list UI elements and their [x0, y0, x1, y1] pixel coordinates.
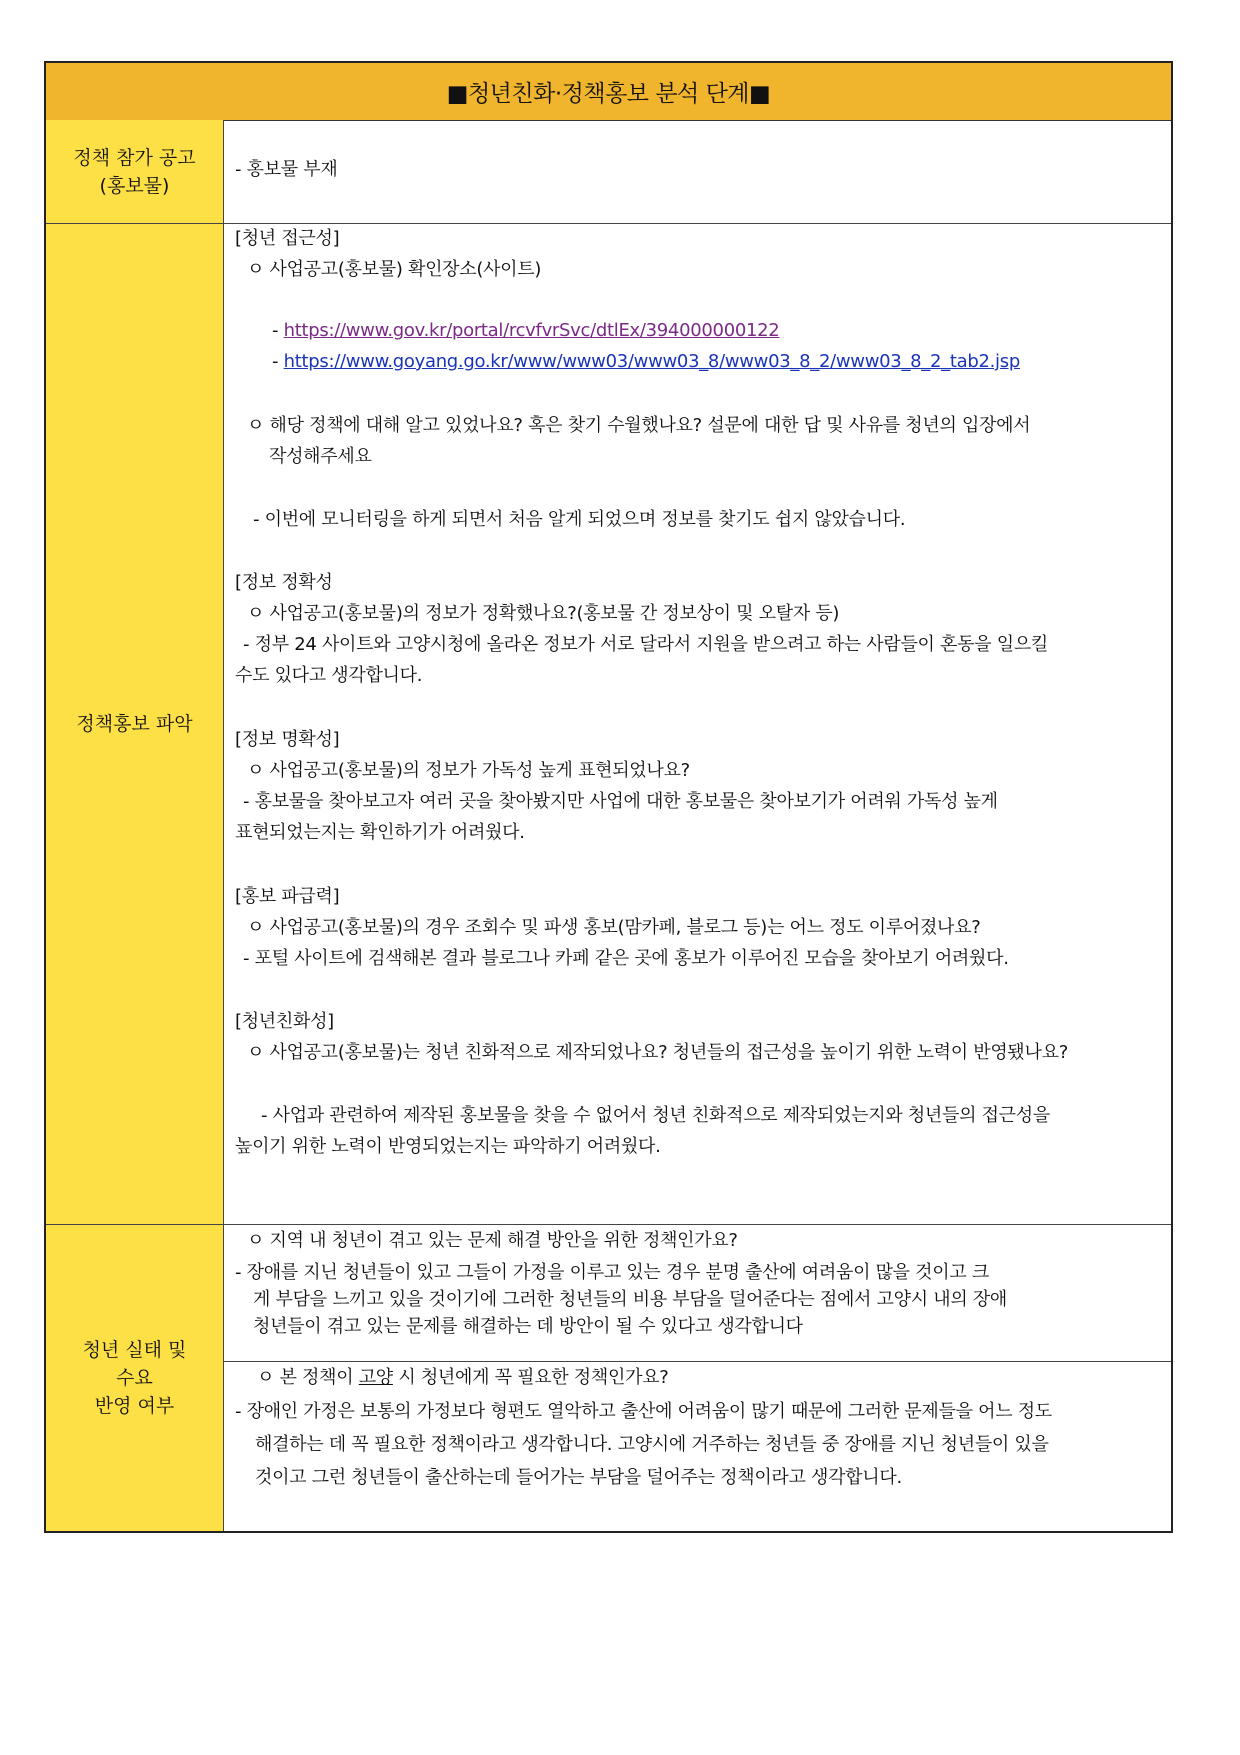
label-youth-demand [46, 1225, 224, 1531]
row-policy-notice [46, 120, 1171, 224]
answer-need: - 장애인 가정은 보통의 가정보다 형편도 열악하고 출산에 어려움이 많기 때문에 그러한 문제들을 어느 정도 [235, 1401, 1052, 1422]
label-line: 수요 [116, 1367, 153, 1389]
analysis-table [44, 61, 1173, 1533]
question-problem: ㅇ 지역 내 청년이 겪고 있는 문제 해결 방안을 위한 정책인가요? [247, 1230, 738, 1251]
cell-policy-promo [224, 224, 1171, 1224]
answer-need-cont: 해결하는 데 꼭 필요한 정책이라고 생각합니다. 고양시에 거주하는 청년들 중 장애를 지닌 청년들이 있을 [255, 1434, 1049, 1455]
table-title: ■청년친화·정책홍보 분석 단계■ [46, 63, 1171, 121]
question-need: ㅇ 본 정책이 고양 시 청년에게 꼭 필요한 정책인가요? [257, 1367, 669, 1388]
link-gov-url[interactable]: https://www.gov.kr/portal/rcvfvrSvc/dtlEx/394000000122 [283, 320, 780, 341]
question-spread: ㅇ 사업공고(홍보물)의 경우 조회수 및 파생 홍보(맘카페, 블로그 등)는 어느 정도 이루어졌나요? [247, 917, 981, 938]
question-know-cont: 작성해주세요 [269, 446, 372, 467]
notice-text: - 홍보물 부재 [235, 159, 338, 180]
heading-access: [청년 접근성] [235, 228, 340, 249]
answer-know: - 이번에 모니터링을 하게 되면서 처음 알게 되었으며 정보를 찾기도 쉽지 않았습니다. [253, 509, 906, 530]
answer-problem-cont: 청년들이 겪고 있는 문제를 해결하는 데 방안이 될 수 있다고 생각합니다 [253, 1316, 803, 1337]
answer-problem: - 장애를 지닌 청년들이 있고 그들이 가정을 이루고 있는 경우 분명 출산에 여려움이 많을 것이고 크 [235, 1262, 989, 1283]
row-youth-demand [46, 1225, 1171, 1531]
answer-accuracy: - 정부 24 사이트와 고양시청에 올라온 정보가 서로 달라서 지원을 받으려고 하는 사람들이 혼동을 일으킬 [243, 634, 1049, 655]
answer-friendly-cont: 높이기 위한 노력이 반영되었는지는 파악하기 어려웠다. [235, 1136, 661, 1157]
answer-friendly: - 사업과 관련하여 제작된 홍보물을 찾을 수 없어서 청년 친화적으로 제작되었는지와 청년들의 접근성을 [261, 1105, 1050, 1126]
label-line: 정책 참가 공고 [73, 146, 196, 169]
heading-friendly: [청년친화성] [235, 1011, 334, 1032]
label-policy-notice [46, 120, 224, 223]
cell-policy-notice [224, 120, 1171, 223]
label-line: (홍보물) [99, 174, 170, 197]
question-friendly: ㅇ 사업공고(홍보물)는 청년 친화적으로 제작되었나요? 청년들의 접근성을 높이기 위한 노력이 반영됐나요? [247, 1042, 1068, 1063]
answer-spread: - 포털 사이트에 검색해본 결과 블로그나 카페 같은 곳에 홍보가 이루어진 모습을 찾아보기 어려웠다. [243, 948, 1009, 969]
city-name: 고양 [358, 1367, 393, 1388]
cell-youth-demand [224, 1225, 1171, 1531]
row-policy-promo [46, 224, 1171, 1225]
answer-accuracy-cont: 수도 있다고 생각합니다. [235, 665, 423, 686]
label-line: 청년 실태 및 [82, 1339, 187, 1361]
question-clarity: ㅇ 사업공고(홍보물)의 정보가 가독성 높게 표현되었나요? [247, 760, 690, 781]
question-accuracy: ㅇ 사업공고(홍보물)의 정보가 정확했나요?(홍보물 간 정보상이 및 오탈자 등) [247, 603, 840, 624]
question-site: ㅇ 사업공고(홍보물) 확인장소(사이트) [247, 259, 542, 280]
question-know: ㅇ 해당 정책에 대해 알고 있었나요? 혹은 찾기 수월했나요? 설문에 대한 답 및 사유를 청년의 입장에서 [247, 415, 1031, 436]
label-line: 반영 여부 [94, 1395, 175, 1417]
heading-accuracy: [정보 정확성 [235, 572, 333, 593]
answer-need-cont: 것이고 그런 청년들이 출산하는데 들어가는 부담을 덜어주는 정책이라고 생각합니다. [255, 1467, 902, 1488]
answer-problem-cont: 게 부담을 느끼고 있을 것이기에 그러한 청년들의 비용 부담을 덜어준다는 점에서 고양시 내의 장애 [253, 1289, 1007, 1310]
answer-clarity: - 홍보물을 찾아보고자 여러 곳을 찾아봤지만 사업에 대한 홍보물은 찾아보기가 어려워 가독성 높게 [243, 791, 998, 812]
link-goyang-url[interactable]: https://www.goyang.go.kr/www/www03/www03_8/www03_8_2/www03_8_2_tab2.jsp [283, 351, 1020, 372]
link-gov: - https://www.gov.kr/portal/rcvfvrSvc/dtlEx/394000000122 [272, 320, 780, 341]
answer-clarity-cont: 표현되었는지는 확인하기가 어려웠다. [235, 822, 525, 843]
subrow-divider [224, 1361, 1171, 1362]
heading-spread: [홍보 파급력] [235, 886, 340, 907]
heading-clarity: [정보 명확성] [235, 729, 340, 750]
label-policy-promo: 정책홍보 파악 [46, 224, 224, 1224]
link-goyang: - https://www.goyang.go.kr/www/www03/www03_8/www03_8_2/www03_8_2_tab2.jsp [272, 351, 1020, 372]
